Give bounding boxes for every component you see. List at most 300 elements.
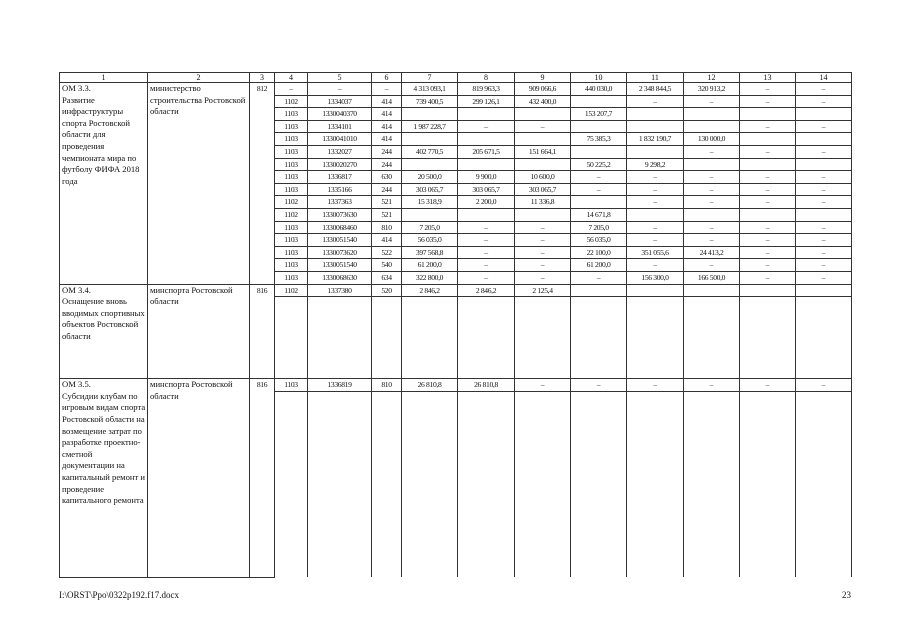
empty-cell <box>571 473 627 485</box>
empty-cell <box>627 554 684 566</box>
table-cell-col4: 1103 <box>275 379 308 392</box>
empty-cell <box>684 531 740 543</box>
table-cell-col7 <box>402 208 458 221</box>
table-cell-col13: – <box>740 234 796 247</box>
measure-name: ОМ 3.4. Оснащение вновь вводимых спортивных объектов Ростовской области <box>60 284 148 379</box>
empty-cell <box>684 508 740 520</box>
empty-cell <box>372 297 402 309</box>
empty-cell <box>740 320 796 332</box>
empty-cell <box>308 343 372 355</box>
table-cell-col9: – <box>515 379 571 392</box>
table-cell-col7: 56 035,0 <box>402 234 458 247</box>
empty-cell <box>275 320 308 332</box>
page-number: 23 <box>842 590 851 600</box>
table-cell-col13 <box>740 133 796 146</box>
empty-cell <box>458 320 515 332</box>
table-cell-col10 <box>571 145 627 158</box>
empty-cell <box>515 531 571 543</box>
empty-cell <box>684 320 740 332</box>
empty-cell <box>796 320 852 332</box>
empty-cell <box>458 309 515 321</box>
empty-cell <box>796 297 852 309</box>
table-cell-col9 <box>515 108 571 121</box>
empty-cell <box>571 485 627 497</box>
table-cell-col9: 909 066,6 <box>515 83 571 96</box>
table-cell-col8: – <box>458 271 515 284</box>
table-cell-col6: 634 <box>372 271 402 284</box>
table-cell-col13: – <box>740 183 796 196</box>
table-cell-col9: 2 125,4 <box>515 284 571 297</box>
table-cell-col7: 322 800,0 <box>402 271 458 284</box>
empty-cell <box>275 473 308 485</box>
table-cell-col7: 402 770,5 <box>402 145 458 158</box>
empty-cell <box>571 355 627 367</box>
table-cell-col5: 1330068460 <box>308 221 372 234</box>
empty-cell <box>308 473 372 485</box>
empty-cell <box>571 461 627 473</box>
table-cell-col14 <box>796 133 852 146</box>
empty-cell <box>796 461 852 473</box>
empty-cell <box>402 309 458 321</box>
empty-cell <box>402 508 458 520</box>
empty-cell <box>275 367 308 379</box>
empty-cell <box>627 391 684 403</box>
empty-cell <box>684 554 740 566</box>
responsible-executor: министерство строительства Ростовской области <box>148 83 250 285</box>
table-cell-col14: – <box>796 259 852 272</box>
table-cell-col13: – <box>740 171 796 184</box>
empty-cell <box>372 403 402 415</box>
table-cell-col9: 10 600,0 <box>515 171 571 184</box>
table-cell-col5: 1330051540 <box>308 259 372 272</box>
empty-cell <box>796 438 852 450</box>
empty-cell <box>372 309 402 321</box>
empty-cell <box>571 320 627 332</box>
table-cell-col5: 1334101 <box>308 120 372 133</box>
empty-cell <box>684 450 740 462</box>
table-cell-col11 <box>627 208 684 221</box>
empty-cell <box>740 473 796 485</box>
table-row <box>60 83 852 96</box>
table-cell-col14: – <box>796 379 852 392</box>
table-cell-col4: 1103 <box>275 271 308 284</box>
empty-cell <box>684 403 740 415</box>
table-cell-col10: 75 385,3 <box>571 133 627 146</box>
table-cell-col5: 1330041010 <box>308 133 372 146</box>
empty-cell <box>627 367 684 379</box>
table-cell-col12: – <box>684 183 740 196</box>
responsible-executor: минспорта Ростовской области <box>148 284 250 379</box>
table-cell-col12 <box>684 120 740 133</box>
table-cell-col11: 9 298,2 <box>627 158 684 171</box>
empty-cell <box>740 485 796 497</box>
empty-cell <box>458 332 515 344</box>
empty-cell <box>627 438 684 450</box>
table-cell-col10 <box>571 95 627 108</box>
ministry-code: 816 <box>250 284 275 379</box>
empty-cell <box>372 473 402 485</box>
empty-cell <box>308 427 372 439</box>
empty-cell <box>402 320 458 332</box>
table-cell-col5: 1330073630 <box>308 208 372 221</box>
table-cell-col9: – <box>515 259 571 272</box>
table-cell-col12 <box>684 108 740 121</box>
table-cell-col12: – <box>684 379 740 392</box>
empty-cell <box>515 343 571 355</box>
empty-cell <box>515 403 571 415</box>
table-cell-col14 <box>796 108 852 121</box>
table-cell-col12: – <box>684 171 740 184</box>
empty-cell <box>627 461 684 473</box>
table-cell-col7: 26 810,8 <box>402 379 458 392</box>
empty-cell <box>458 391 515 403</box>
table-cell-col8: 819 963,3 <box>458 83 515 96</box>
table-cell-col9: – <box>515 234 571 247</box>
empty-cell <box>372 343 402 355</box>
empty-cell <box>627 320 684 332</box>
table-cell-col8: 2 200,0 <box>458 196 515 209</box>
table-cell-col12: – <box>684 259 740 272</box>
empty-cell <box>740 391 796 403</box>
empty-cell <box>308 355 372 367</box>
column-number-13: 13 <box>740 73 796 83</box>
table-cell-col9 <box>515 158 571 171</box>
empty-cell <box>740 355 796 367</box>
empty-cell <box>372 320 402 332</box>
empty-cell <box>402 297 458 309</box>
empty-cell <box>796 391 852 403</box>
empty-cell <box>515 297 571 309</box>
table-cell-col12: 166 500,0 <box>684 271 740 284</box>
empty-cell <box>275 415 308 427</box>
table-cell-col12 <box>684 208 740 221</box>
table-cell-col4: 1102 <box>275 284 308 297</box>
table-cell-col7: 4 313 093,1 <box>402 83 458 96</box>
empty-cell <box>796 427 852 439</box>
table-cell-col7: 1 987 228,7 <box>402 120 458 133</box>
empty-cell <box>571 554 627 566</box>
header-row <box>60 73 852 83</box>
column-number-14: 14 <box>796 73 852 83</box>
empty-cell <box>372 332 402 344</box>
empty-cell <box>515 554 571 566</box>
table-cell-col12: – <box>684 145 740 158</box>
empty-cell <box>402 531 458 543</box>
table-cell-col8: 205 671,5 <box>458 145 515 158</box>
table-cell-col11 <box>627 108 684 121</box>
empty-cell <box>740 566 796 578</box>
empty-cell <box>372 554 402 566</box>
empty-cell <box>740 297 796 309</box>
responsible-executor: минспорта Ростовской области <box>148 379 250 578</box>
empty-cell <box>627 427 684 439</box>
table-cell-col13: – <box>740 95 796 108</box>
empty-cell <box>402 343 458 355</box>
empty-cell <box>740 415 796 427</box>
empty-cell <box>684 427 740 439</box>
empty-cell <box>308 554 372 566</box>
empty-cell <box>458 519 515 531</box>
empty-cell <box>684 391 740 403</box>
empty-cell <box>571 519 627 531</box>
table-cell-col11 <box>627 120 684 133</box>
empty-cell <box>275 343 308 355</box>
empty-cell <box>275 508 308 520</box>
table-cell-col9: 151 664,1 <box>515 145 571 158</box>
table-cell-col6: 414 <box>372 120 402 133</box>
table-cell-col6: 414 <box>372 133 402 146</box>
table-cell-col10 <box>571 120 627 133</box>
empty-cell <box>402 355 458 367</box>
empty-cell <box>515 367 571 379</box>
empty-cell <box>275 496 308 508</box>
empty-cell <box>627 543 684 555</box>
empty-cell <box>571 343 627 355</box>
table-cell-col12 <box>684 158 740 171</box>
table-cell-col6: 244 <box>372 183 402 196</box>
table-cell-col6: 414 <box>372 95 402 108</box>
empty-cell <box>515 415 571 427</box>
table-cell-col6: 520 <box>372 284 402 297</box>
empty-cell <box>571 297 627 309</box>
empty-cell <box>402 554 458 566</box>
empty-cell <box>740 450 796 462</box>
column-number-11: 11 <box>627 73 684 83</box>
empty-cell <box>308 415 372 427</box>
table-cell-col12: – <box>684 95 740 108</box>
table-cell-col11: – <box>627 234 684 247</box>
table-cell-col8: 2 846,2 <box>458 284 515 297</box>
empty-cell <box>458 496 515 508</box>
empty-cell <box>372 450 402 462</box>
empty-cell <box>372 391 402 403</box>
table-cell-col13: – <box>740 120 796 133</box>
table-cell-col4: 1103 <box>275 183 308 196</box>
table-cell-col7: 303 065,7 <box>402 183 458 196</box>
empty-cell <box>402 543 458 555</box>
empty-cell <box>571 531 627 543</box>
empty-cell <box>275 461 308 473</box>
table-cell-col11: – <box>627 196 684 209</box>
empty-cell <box>402 496 458 508</box>
table-cell-col6: 414 <box>372 234 402 247</box>
empty-cell <box>372 519 402 531</box>
empty-cell <box>308 496 372 508</box>
empty-cell <box>740 519 796 531</box>
column-number-5: 5 <box>308 73 372 83</box>
table-cell-col8 <box>458 208 515 221</box>
table-cell-col7 <box>402 158 458 171</box>
table-cell-col14: – <box>796 246 852 259</box>
table-cell-col6: 244 <box>372 145 402 158</box>
table-cell-col11: – <box>627 171 684 184</box>
empty-cell <box>684 332 740 344</box>
empty-cell <box>571 427 627 439</box>
table-cell-col8: 299 126,1 <box>458 95 515 108</box>
empty-cell <box>684 485 740 497</box>
table-cell-col13 <box>740 284 796 297</box>
empty-cell <box>372 496 402 508</box>
table-cell-col14: – <box>796 196 852 209</box>
table-cell-col5: 1336819 <box>308 379 372 392</box>
table-cell-col8: – <box>458 234 515 247</box>
empty-cell <box>684 297 740 309</box>
empty-cell <box>308 438 372 450</box>
table-cell-col14 <box>796 158 852 171</box>
table-cell-col9: – <box>515 271 571 284</box>
empty-cell <box>627 566 684 578</box>
empty-cell <box>402 415 458 427</box>
empty-cell <box>796 543 852 555</box>
table-cell-col5: 1330020270 <box>308 158 372 171</box>
empty-cell <box>684 415 740 427</box>
table-cell-col6: 521 <box>372 196 402 209</box>
empty-cell <box>627 496 684 508</box>
empty-cell <box>308 519 372 531</box>
table-cell-col14: – <box>796 120 852 133</box>
table-cell-col7 <box>402 108 458 121</box>
empty-cell <box>515 309 571 321</box>
empty-cell <box>627 415 684 427</box>
empty-cell <box>275 543 308 555</box>
empty-cell <box>402 332 458 344</box>
table-cell-col9: – <box>515 246 571 259</box>
table-cell-col4: 1103 <box>275 158 308 171</box>
empty-cell <box>627 332 684 344</box>
empty-cell <box>740 403 796 415</box>
empty-cell <box>684 461 740 473</box>
table-cell-col8 <box>458 158 515 171</box>
table-cell-col6: 630 <box>372 171 402 184</box>
table-cell-col10: 7 205,0 <box>571 221 627 234</box>
table-cell-col5: 1336817 <box>308 171 372 184</box>
column-number-7: 7 <box>402 73 458 83</box>
table-cell-col8: – <box>458 120 515 133</box>
table-cell-col8: 9 900,0 <box>458 171 515 184</box>
table-cell-col8 <box>458 108 515 121</box>
table-cell-col4: 1102 <box>275 95 308 108</box>
empty-cell <box>458 508 515 520</box>
footer-file-path: I:\ORST\Ppo\0322p192.f17.docx <box>59 590 180 600</box>
empty-cell <box>571 332 627 344</box>
table-row <box>60 284 852 297</box>
empty-cell <box>627 297 684 309</box>
empty-cell <box>740 461 796 473</box>
empty-cell <box>402 473 458 485</box>
empty-cell <box>796 355 852 367</box>
empty-cell <box>372 543 402 555</box>
column-number-8: 8 <box>458 73 515 83</box>
table-row <box>60 379 852 392</box>
empty-cell <box>796 367 852 379</box>
table-cell-col11: 351 055,6 <box>627 246 684 259</box>
empty-cell <box>402 519 458 531</box>
table-cell-col11: 2 348 844,5 <box>627 83 684 96</box>
table-cell-col9 <box>515 208 571 221</box>
table-cell-col12: – <box>684 234 740 247</box>
column-number-3: 3 <box>250 73 275 83</box>
empty-cell <box>275 519 308 531</box>
empty-cell <box>458 566 515 578</box>
empty-cell <box>684 566 740 578</box>
table-cell-col12: – <box>684 221 740 234</box>
empty-cell <box>740 496 796 508</box>
table-cell-col7: 397 568,8 <box>402 246 458 259</box>
empty-cell <box>308 297 372 309</box>
empty-cell <box>796 473 852 485</box>
empty-cell <box>740 427 796 439</box>
empty-cell <box>515 496 571 508</box>
ministry-code: 812 <box>250 83 275 285</box>
empty-cell <box>627 309 684 321</box>
empty-cell <box>275 391 308 403</box>
table-cell-col5: 1332027 <box>308 145 372 158</box>
table-cell-col10: 153 207,7 <box>571 108 627 121</box>
empty-cell <box>740 367 796 379</box>
empty-cell <box>740 531 796 543</box>
column-number-12: 12 <box>684 73 740 83</box>
table-cell-col12 <box>684 284 740 297</box>
table-cell-col7: 739 400,5 <box>402 95 458 108</box>
empty-cell <box>684 355 740 367</box>
table-cell-col10: – <box>571 183 627 196</box>
column-number-10: 10 <box>571 73 627 83</box>
table-cell-col5: 1330068630 <box>308 271 372 284</box>
empty-cell <box>308 332 372 344</box>
table-cell-col4: 1103 <box>275 234 308 247</box>
table-cell-col9: – <box>515 120 571 133</box>
empty-cell <box>684 343 740 355</box>
table-cell-col13 <box>740 208 796 221</box>
empty-cell <box>515 461 571 473</box>
empty-cell <box>458 297 515 309</box>
table-cell-col6: 521 <box>372 208 402 221</box>
table-cell-col9: 432 400,0 <box>515 95 571 108</box>
table-cell-col5: 1330040370 <box>308 108 372 121</box>
table-cell-col13: – <box>740 196 796 209</box>
empty-cell <box>458 450 515 462</box>
table-cell-col8: 303 065,7 <box>458 183 515 196</box>
empty-cell <box>627 519 684 531</box>
table-cell-col4: 1103 <box>275 259 308 272</box>
empty-cell <box>308 485 372 497</box>
empty-cell <box>515 519 571 531</box>
table-cell-col5: 1334037 <box>308 95 372 108</box>
empty-cell <box>372 367 402 379</box>
table-cell-col13 <box>740 108 796 121</box>
table-cell-col10 <box>571 196 627 209</box>
table-cell-col4: – <box>275 83 308 96</box>
table-cell-col13: – <box>740 259 796 272</box>
empty-cell <box>308 543 372 555</box>
empty-cell <box>402 367 458 379</box>
table-cell-col10: 440 030,0 <box>571 83 627 96</box>
table-cell-col5: 1330073620 <box>308 246 372 259</box>
table-cell-col11: – <box>627 379 684 392</box>
table-cell-col13: – <box>740 271 796 284</box>
table-cell-col11 <box>627 145 684 158</box>
empty-cell <box>684 519 740 531</box>
empty-cell <box>275 566 308 578</box>
table-cell-col9: 303 065,7 <box>515 183 571 196</box>
table-cell-col4: 1103 <box>275 108 308 121</box>
table-cell-col6: 414 <box>372 108 402 121</box>
table-cell-col12: 24 413,2 <box>684 246 740 259</box>
empty-cell <box>627 450 684 462</box>
empty-cell <box>571 566 627 578</box>
column-number-9: 9 <box>515 73 571 83</box>
empty-cell <box>571 450 627 462</box>
